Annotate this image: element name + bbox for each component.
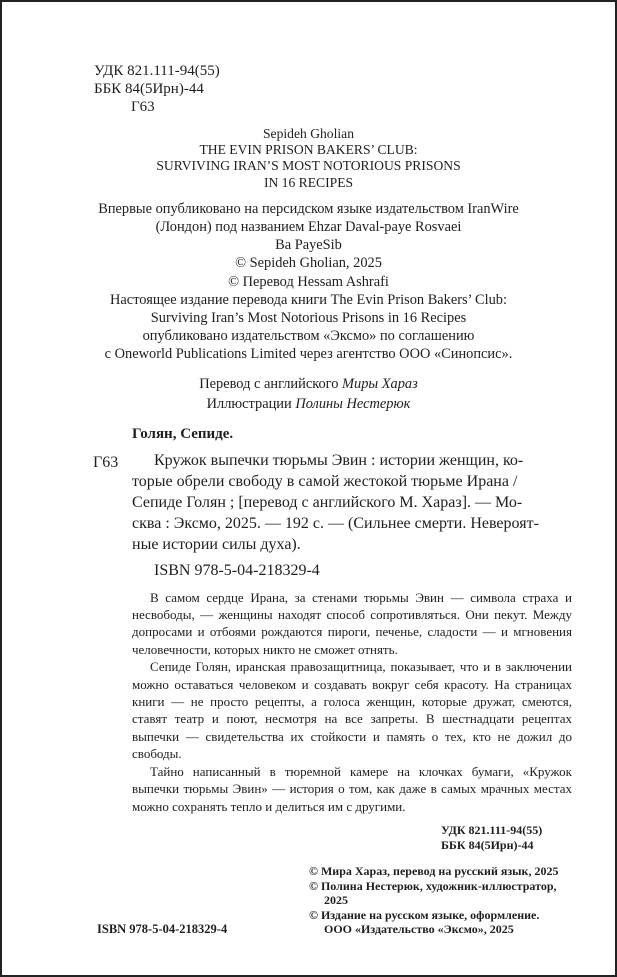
bibliographic-author-mark: Г63 [93, 453, 119, 471]
credits-block [0, 374, 617, 414]
original-edition-block [0, 126, 617, 191]
note-line: (Лондон) под названием Ehzar Daval-paye Rosvaei [155, 219, 462, 236]
biblio-line: Сепиде Голян ; [перевод с английского М. Хараз]. — Мо- [132, 493, 523, 511]
udk-code: УДК 821.111-94(55) [94, 63, 220, 79]
annotation [132, 589, 572, 815]
bbk-code: ББК 84(5Ирн)-44 [94, 81, 204, 97]
footer-bottom-row [0, 864, 577, 937]
annotation-paragraph: Тайно написанный в тюремной камере на клочках бумаги, «Кружок выпечки тюрьмы Эвин» — история о том, как даже в самых мрачных местах можно сохранять тепло и делиться им с другими. [132, 763, 572, 814]
author-heading: Голян, Сепиде. [132, 425, 234, 442]
note-line: © Перевод Hessam Ashrafi [228, 273, 389, 290]
copyright-line: 2025 [324, 893, 348, 908]
original-author: Sepideh Gholian [263, 126, 354, 141]
copyright-line: © Издание на русском языке, оформление. [309, 907, 540, 922]
note-line: опубликовано издательством «Эксмо» по соглашению [142, 328, 475, 345]
footer-classification [441, 823, 577, 854]
illustration-prefix: Иллюстрации [206, 395, 292, 412]
note-line: Впервые опубликовано на персидском языке издательством IranWire [98, 200, 519, 217]
bibliographic-description [132, 450, 572, 555]
publication-notes [0, 200, 617, 364]
note-line: с Oneworld Publications Limited через агентство ООО «Синопсис». [104, 346, 513, 363]
bibliographic-entry [0, 450, 577, 555]
original-title-line: THE EVIN PRISON BAKERS’ CLUB: [199, 142, 418, 158]
note-line: Ba PayeSib [275, 237, 342, 254]
note-line: Настоящее издание перевода книги The Evin Prison Bakers’ Club: [110, 291, 507, 308]
note-line: © Sepideh Gholian, 2025 [235, 255, 382, 272]
illustrator-name: Полины Нестерюк [295, 395, 411, 412]
original-title-line: SURVIVING IRAN’S MOST NOTORIOUS PRISONS [156, 158, 461, 174]
annotation-paragraph: В самом сердце Ирана, за стенами тюрьмы Эвин — символа страха и несвободы, — женщины находят способ сопротивляться. Они пекут. Между допросами и отбоями рождаются пироги, печенье, сладости — и мгновения человечности, которых никто не сможет отнять. [132, 589, 572, 657]
copyright-line: ООО «Издательство «Эксмо», 2025 [324, 922, 514, 937]
biblio-line: ные истории силы духа). [132, 535, 301, 553]
classification-block [94, 62, 577, 116]
footer-udk: УДК 821.111-94(55) [441, 822, 543, 837]
original-title-line: IN 16 RECIPES [263, 174, 354, 190]
copyright-line: © Полина Нестерюк, художник-иллюстратор, [309, 878, 557, 893]
copyright-line: © Мира Хараз, перевод на русский язык, 2025 [309, 863, 559, 878]
footer-bbk: ББК 84(5Ирн)-44 [441, 838, 534, 853]
translation-prefix: Перевод с английского [199, 375, 339, 392]
translator-credit [0, 374, 617, 394]
footer-isbn: ISBN 978-5-04-218329-4 [97, 921, 228, 936]
biblio-line: сква : Эксмо, 2025. — 192 с. — (Сильнее смерти. Невероят- [132, 514, 539, 532]
biblio-line: Кружок выпечки тюрьмы Эвин : истории женщин, ко- [154, 451, 524, 469]
footer-copyrights [309, 864, 577, 937]
translator-name: Миры Хараз [342, 375, 418, 392]
annotation-paragraph: Сепиде Голян, иранская правозащитница, показывает, что и в заключении можно оставаться человеком и создавать вокруг себя красоту. На страницах книги — не просто рецепты, а голоса женщин, которые дружат, смеются, ставят театр и поют, несмотря на все запреты. В шестнадцати рецептах выпечки — свидетельства их стойкости и память о тех, кто не дожил до свободы. [132, 659, 572, 762]
biblio-line: торые обрели свободу в самой жестокой тюрьме Ирана / [132, 472, 518, 490]
author-mark: Г63 [131, 99, 155, 115]
isbn: ISBN 978-5-04-218329-4 [154, 561, 320, 579]
note-line: Surviving Iran’s Most Notorious Prisons in 16 Recipes [150, 310, 467, 327]
illustrator-credit [0, 394, 617, 414]
